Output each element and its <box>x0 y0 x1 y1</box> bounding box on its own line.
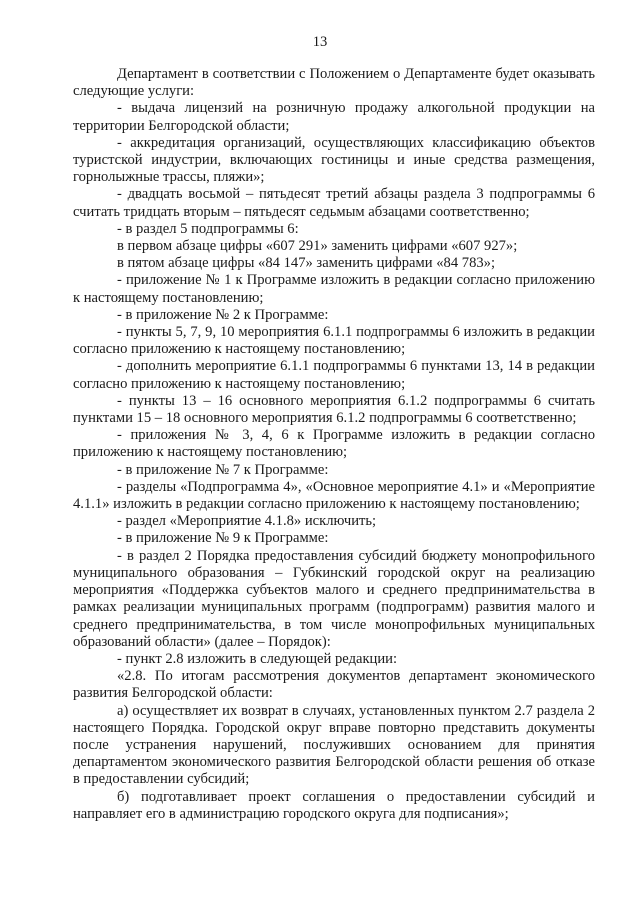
paragraph-item: - аккредитация организаций, осуществляющих классификацию объектов туристской индустрии, включающих гостиницы и иные средства размещения, горнолыжные трассы, пляжи»; <box>73 134 595 186</box>
paragraph-item: б) подготавливает проект соглашения о предоставлении субсидий и направляет его в администрацию городского округа для подписания»; <box>73 788 595 822</box>
paragraph-item: - в приложение № 9 к Программе: <box>117 530 329 547</box>
paragraph-item: а) осуществляет их возврат в случаях, установленных пунктом 2.7 раздела 2 настоящего Порядка. Городской округ вправе повторно представить документы после устранения нарушений, послуживших основанием для принятия департаментом экономического развития Белгородской области решения об отказе в предоставлении субсидий; <box>73 702 595 788</box>
paragraph-item: - приложения № 3, 4, 6 к Программе изложить в редакции согласно приложению к настоящему постановлению; <box>73 427 595 461</box>
paragraph-item: в первом абзаце цифры «607 291» заменить цифрами «607 927»; <box>117 238 518 255</box>
paragraph-item: - двадцать восьмой – пятьдесят третий абзацы раздела 3 подпрограммы 6 считать тридцать вторым – пятьдесят седьмым абзацами соответственно; <box>73 186 595 220</box>
page-number: 13 <box>312 34 328 50</box>
paragraph-item: - пункты 13 – 16 основного мероприятия 6.1.2 подпрограммы 6 считать пунктами 15 – 18 основного мероприятия 6.1.2 подпрограммы 6 соответственно; <box>73 392 595 427</box>
paragraph-item: в пятом абзаце цифры «84 147» заменить цифрами «84 783»; <box>117 255 496 272</box>
paragraph-item: - дополнить мероприятие 6.1.1 подпрограммы 6 пунктами 13, 14 в редакции согласно приложению к настоящему постановлению; <box>73 358 595 392</box>
paragraph-item: - приложение № 1 к Программе изложить в редакции согласно приложению к настоящему постановлению; <box>73 272 595 306</box>
paragraph-item: - пункт 2.8 изложить в следующей редакции: <box>117 650 398 667</box>
paragraph-intro: Департамент в соответствии с Положением о Департаменте будет оказывать следующие услуги: <box>73 66 595 100</box>
paragraph-item: - в раздел 5 подпрограммы 6: <box>117 220 299 237</box>
paragraph-item: - выдача лицензий на розничную продажу алкогольной продукции на территории Белгородской области; <box>73 100 595 134</box>
paragraph-item: - в приложение № 2 к Программе: <box>117 306 329 323</box>
paragraph-item: «2.8. По итогам рассмотрения документов департамент экономического развития Белгородской области: <box>73 668 595 702</box>
paragraph-item: - в раздел 2 Порядка предоставления субсидий бюджету монопрофильного муниципального образования – Губкинский городской округ на реализацию мероприятия «Поддержка субъектов малого и среднего предпринимательства в рамках реализации муниципальных программ (подпрограмм) развития малого и среднего предпринимательства, в том числе монопрофильных муниципальных образований области» (далее – Порядок): <box>73 547 595 650</box>
paragraph-item: - в приложение № 7 к Программе: <box>117 461 329 478</box>
paragraph-item: - раздел «Мероприятие 4.1.8» исключить; <box>117 513 377 530</box>
paragraph-item: - разделы «Подпрограмма 4», «Основное мероприятие 4.1» и «Мероприятие 4.1.1» изложить в редакции согласно приложению к настоящему постановлению; <box>73 478 595 513</box>
document-body <box>73 66 595 823</box>
paragraph-item: - пункты 5, 7, 9, 10 мероприятия 6.1.1 подпрограммы 6 изложить в редакции согласно приложению к настоящему постановлению; <box>73 324 595 358</box>
